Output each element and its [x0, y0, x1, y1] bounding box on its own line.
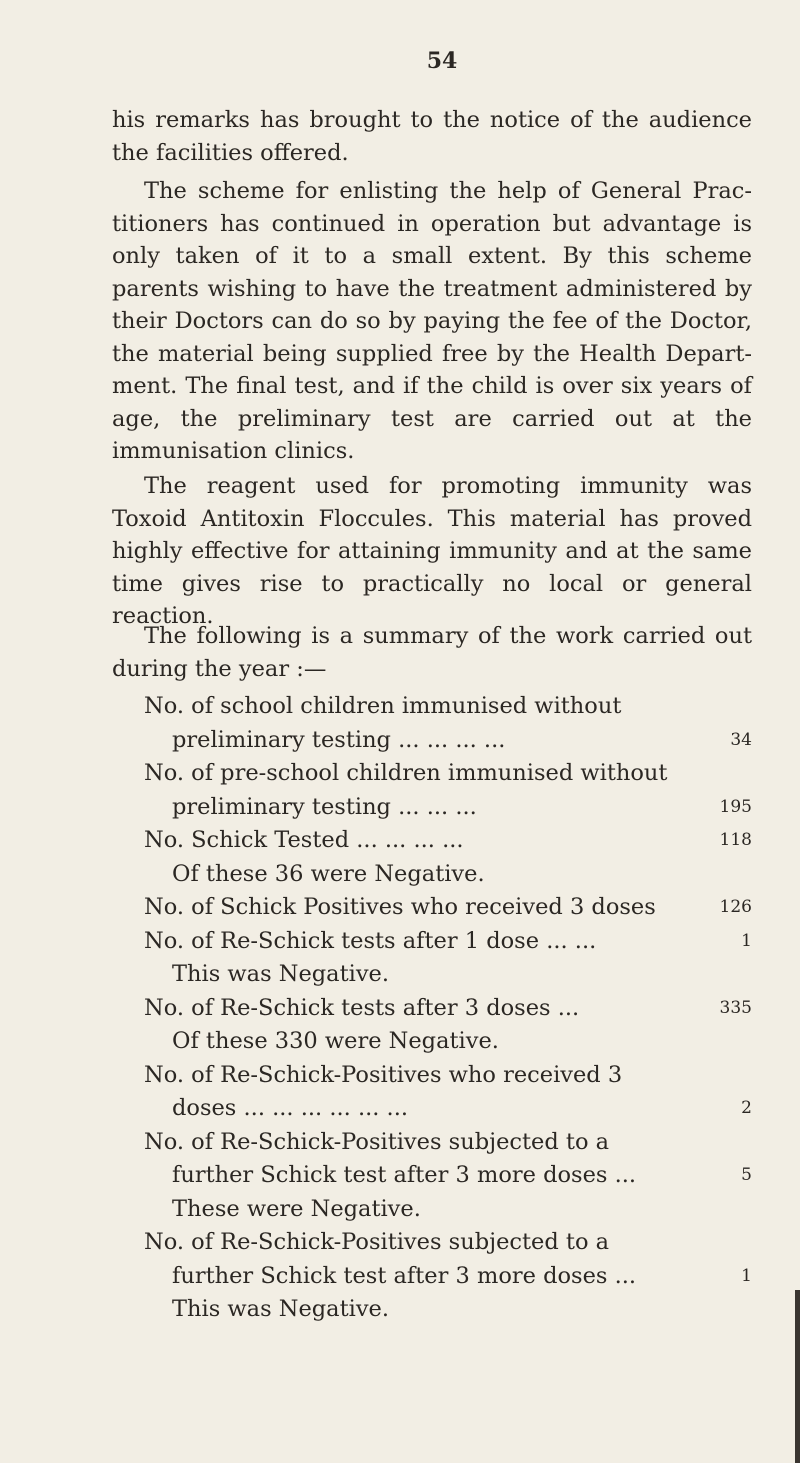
summary-item-value: 5 [741, 1165, 752, 1185]
summary-item-label: No. of Re-Schick-Positives subjected to a [144, 1128, 610, 1155]
summary-item-value: 195 [719, 796, 752, 817]
summary-item [112, 992, 752, 1059]
summary-item-label: preliminary testing ... ... ... 195 [112, 791, 752, 825]
summary-item-value: 1 [741, 1265, 752, 1286]
summary-item-note: Of these 330 were Negative. [172, 1028, 499, 1054]
paragraph-reagent: The reagent used for promoting immunity was Toxoid Antitoxin Floccules. This material has proved highly effective for attaining immunity and at the same time gives rise to practically no local or general reaction. [112, 473, 752, 629]
summary-item-label: No. Schick Tested ... ... ... ... 118 [112, 824, 752, 858]
summary-item-label: No. of Re-Schick-Positives subjected to a [144, 1229, 610, 1255]
summary-item-label: No. of Schick Positives who received 3 doses 126 [112, 891, 752, 925]
summary-item [112, 925, 752, 992]
summary-item-label: doses ... ... ... ... ... ... 2 [112, 1092, 752, 1126]
summary-item [112, 1226, 752, 1327]
summary-item-note: This was Negative. [172, 1296, 390, 1322]
summary-item-label: further Schick test after 3 more doses ... 1 [112, 1260, 752, 1294]
page-edge [795, 1290, 800, 1463]
summary-item-note: This was Negative. [172, 961, 390, 987]
summary-item-label: preliminary testing ... ... ... ... 34 [112, 724, 752, 758]
summary-item-value: 126 [719, 897, 752, 917]
summary-item [112, 1126, 752, 1227]
summary-item [112, 891, 752, 925]
summary-item [112, 757, 752, 824]
summary-item-value: 34 [730, 729, 752, 750]
summary-item-value: 335 [719, 997, 752, 1018]
summary-item-value: 1 [741, 930, 752, 951]
summary-item [112, 690, 752, 757]
summary-item-label: further Schick test after 3 more doses ... 5 [112, 1159, 752, 1193]
paragraph-general-practitioners: The scheme for enlisting the help of General Prac- titioners has continued in operation but advantage is only taken of it to a small extent. By this scheme parents wishing to have the treatment administered by their Doctors can do so by paying the fee of the Doctor, the material being supplied free by the Health Depart- ment. The final test, and if the child is over six years of age, the preliminary test are carried out at the immunisation clinics. [112, 178, 752, 464]
paragraph-continuation: his remarks has brought to the notice of the audience the facilities offered. [112, 107, 752, 166]
summary-item-note: These were Negative. [172, 1195, 421, 1222]
summary-item [112, 1059, 752, 1126]
summary-item-value: 118 [719, 830, 752, 850]
summary-item-value: 2 [741, 1098, 752, 1118]
page-number: 54 [426, 48, 458, 74]
summary-item-label: No. of Re-Schick-Positives who received 3 [144, 1061, 623, 1088]
summary-item-label: No. of pre-school children immunised without [144, 760, 668, 786]
summary-item-label: No. of Re-Schick tests after 3 doses ... 335 [112, 992, 752, 1026]
paragraph-summary-intro: The following is a summary of the work carried out during the year :— [112, 623, 752, 682]
summary-item-note: Of these 36 were Negative. [172, 860, 485, 887]
summary-item-label: No. of Re-Schick tests after 1 dose ... ... 1 [112, 925, 752, 959]
summary-item [112, 824, 752, 891]
summary-item-label: No. of school children immunised without [144, 693, 622, 719]
summary-list [112, 690, 752, 1327]
